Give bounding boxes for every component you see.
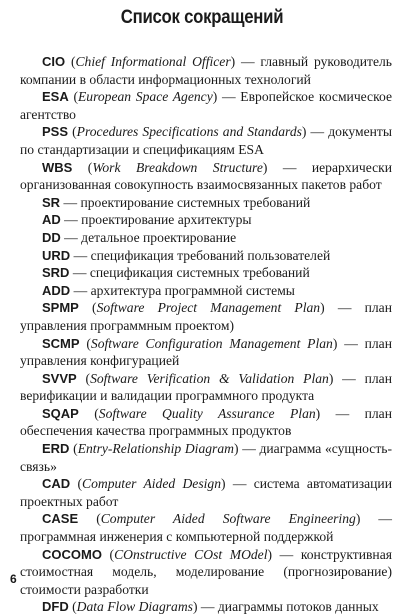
abbreviation-term: CAD <box>42 476 71 492</box>
abbreviation-term: SPMP <box>42 300 79 316</box>
abbreviation-expansion: Entry-Relationship Diagram <box>77 441 234 457</box>
abbreviation-definition: ) — иерархически организованная совокупность взаимосвязанных пакетов работ <box>20 159 392 193</box>
abbreviation-definition: — спецификация требований пользователей <box>70 247 331 263</box>
abbreviation-definition: ) — программная инженерия с компьютерной поддержкой <box>20 511 393 545</box>
abbreviation-entry-erd <box>20 440 392 475</box>
abbreviation-definition: ) — план управления программным проектом) <box>20 300 392 333</box>
abbreviation-definition: ) — план управления конфигурацией <box>20 335 392 369</box>
abbreviation-term: DD <box>42 229 61 245</box>
abbreviation-entry-scmp <box>20 335 392 370</box>
abbreviation-term: PSS <box>42 124 69 140</box>
abbreviation-prefix: ( <box>69 441 78 457</box>
abbreviation-entry-srd <box>20 264 392 282</box>
abbreviation-entry-wbs <box>20 159 392 194</box>
abbreviation-definition: ) — план обеспечения качества программных продуктов <box>20 405 392 439</box>
abbreviation-entry-sr <box>20 194 392 212</box>
abbreviation-definition: — спецификация системных требований <box>69 265 310 281</box>
abbreviation-prefix: ( <box>78 300 97 316</box>
abbreviation-definition: — проектирование архитектуры <box>60 212 252 228</box>
abbreviation-prefix: ( <box>76 370 91 386</box>
abbreviation-list <box>20 53 392 616</box>
abbreviation-entry-urd <box>20 247 392 265</box>
abbreviation-prefix: ( <box>68 89 78 105</box>
abbreviation-term: COCOMO <box>42 546 102 562</box>
abbreviation-entry-cad <box>20 475 392 510</box>
abbreviation-expansion: Chief Informational Officer <box>75 54 231 69</box>
abbreviation-expansion: Software Configuration Management Plan <box>90 335 333 351</box>
abbreviation-definition: ) — диаграмма «сущность-связь» <box>20 441 392 474</box>
abbreviation-prefix: ( <box>72 159 93 175</box>
abbreviation-entry-add <box>20 282 392 300</box>
abbreviation-definition: — проектирование системных требований <box>60 194 311 210</box>
abbreviation-term: SVVP <box>42 370 77 386</box>
abbreviation-term: SQAP <box>42 405 79 421</box>
abbreviation-expansion: European Space Agency <box>77 89 213 105</box>
abbreviation-prefix: ( <box>70 476 83 492</box>
abbreviation-expansion: Data Flow Diagrams <box>76 599 193 615</box>
abbreviation-prefix: ( <box>101 546 115 562</box>
abbreviation-definition: — архитектура программной системы <box>70 282 295 298</box>
abbreviation-term: SCMP <box>42 335 80 351</box>
page-title: Список сокращений <box>120 6 284 28</box>
abbreviation-term: WBS <box>42 159 73 175</box>
abbreviation-expansion: Computer Aided Software Engineering <box>100 511 356 527</box>
abbreviation-entry-dd <box>20 229 392 247</box>
abbreviation-term: CASE <box>42 511 79 527</box>
abbreviation-prefix: ( <box>68 124 77 140</box>
abbreviation-prefix: ( <box>78 511 101 527</box>
abbreviation-term: ADD <box>42 282 71 298</box>
abbreviation-definition: ) — главный руководитель компании в области информационных технологий <box>20 54 392 87</box>
abbreviation-term: ESA <box>42 89 69 105</box>
abbreviation-term: CIO <box>42 54 66 69</box>
abbreviation-prefix: ( <box>78 405 99 421</box>
abbreviation-expansion: Software Verification & Validation Plan <box>90 370 329 386</box>
abbreviation-entry-cocomo <box>20 546 392 599</box>
abbreviation-definition: ) — диаграммы потоков данных <box>192 599 379 615</box>
abbreviation-entry-sqap <box>20 405 392 440</box>
abbreviation-term: AD <box>42 212 61 228</box>
abbreviation-entry-dfd <box>20 598 392 616</box>
abbreviation-expansion: Software Project Management Plan <box>96 300 321 316</box>
abbreviation-definition: ) — Европейское космическое агентство <box>20 89 392 122</box>
abbreviation-expansion: Software Quality Assurance Plan <box>98 405 316 421</box>
abbreviation-entry-spmp <box>20 299 392 334</box>
abbreviation-term: SR <box>42 194 61 210</box>
abbreviation-definition: — детальное проектирование <box>60 229 237 245</box>
abbreviation-prefix: ( <box>79 335 91 351</box>
abbreviation-term: DFD <box>42 599 69 615</box>
page-number: 6 <box>10 572 17 586</box>
abbreviation-expansion: Computer Aided Design <box>82 476 221 492</box>
abbreviation-prefix: ( <box>65 54 76 69</box>
abbreviation-entry-pss <box>20 123 392 158</box>
abbreviation-definition: ) — документы по стандартизации и спецификациям ESA <box>20 124 392 157</box>
abbreviation-entry-cio <box>20 53 392 88</box>
abbreviation-term: URD <box>42 247 71 263</box>
abbreviation-expansion: Work Breakdown Structure <box>92 159 263 175</box>
abbreviation-definition: ) — система автоматизации проектных работ <box>20 476 392 509</box>
abbreviation-entry-case <box>20 510 392 545</box>
abbreviation-expansion: COnstructive COst MOdel <box>114 546 268 562</box>
abbreviation-entry-esa <box>20 88 392 123</box>
abbreviation-term: SRD <box>42 265 70 281</box>
abbreviation-entry-ad <box>20 211 392 229</box>
abbreviation-prefix: ( <box>68 599 77 615</box>
abbreviation-entry-svvp <box>20 370 392 405</box>
abbreviation-definition: ) — план верификации и валидации программного продукта <box>20 370 392 404</box>
abbreviation-term: ERD <box>42 441 70 457</box>
abbreviation-definition: ) — конструктивная стоимостная модель, моделирование (прогнозирование) стоимости разработки <box>20 546 392 597</box>
abbreviation-expansion: Procedures Specifications and Standards <box>76 124 302 140</box>
